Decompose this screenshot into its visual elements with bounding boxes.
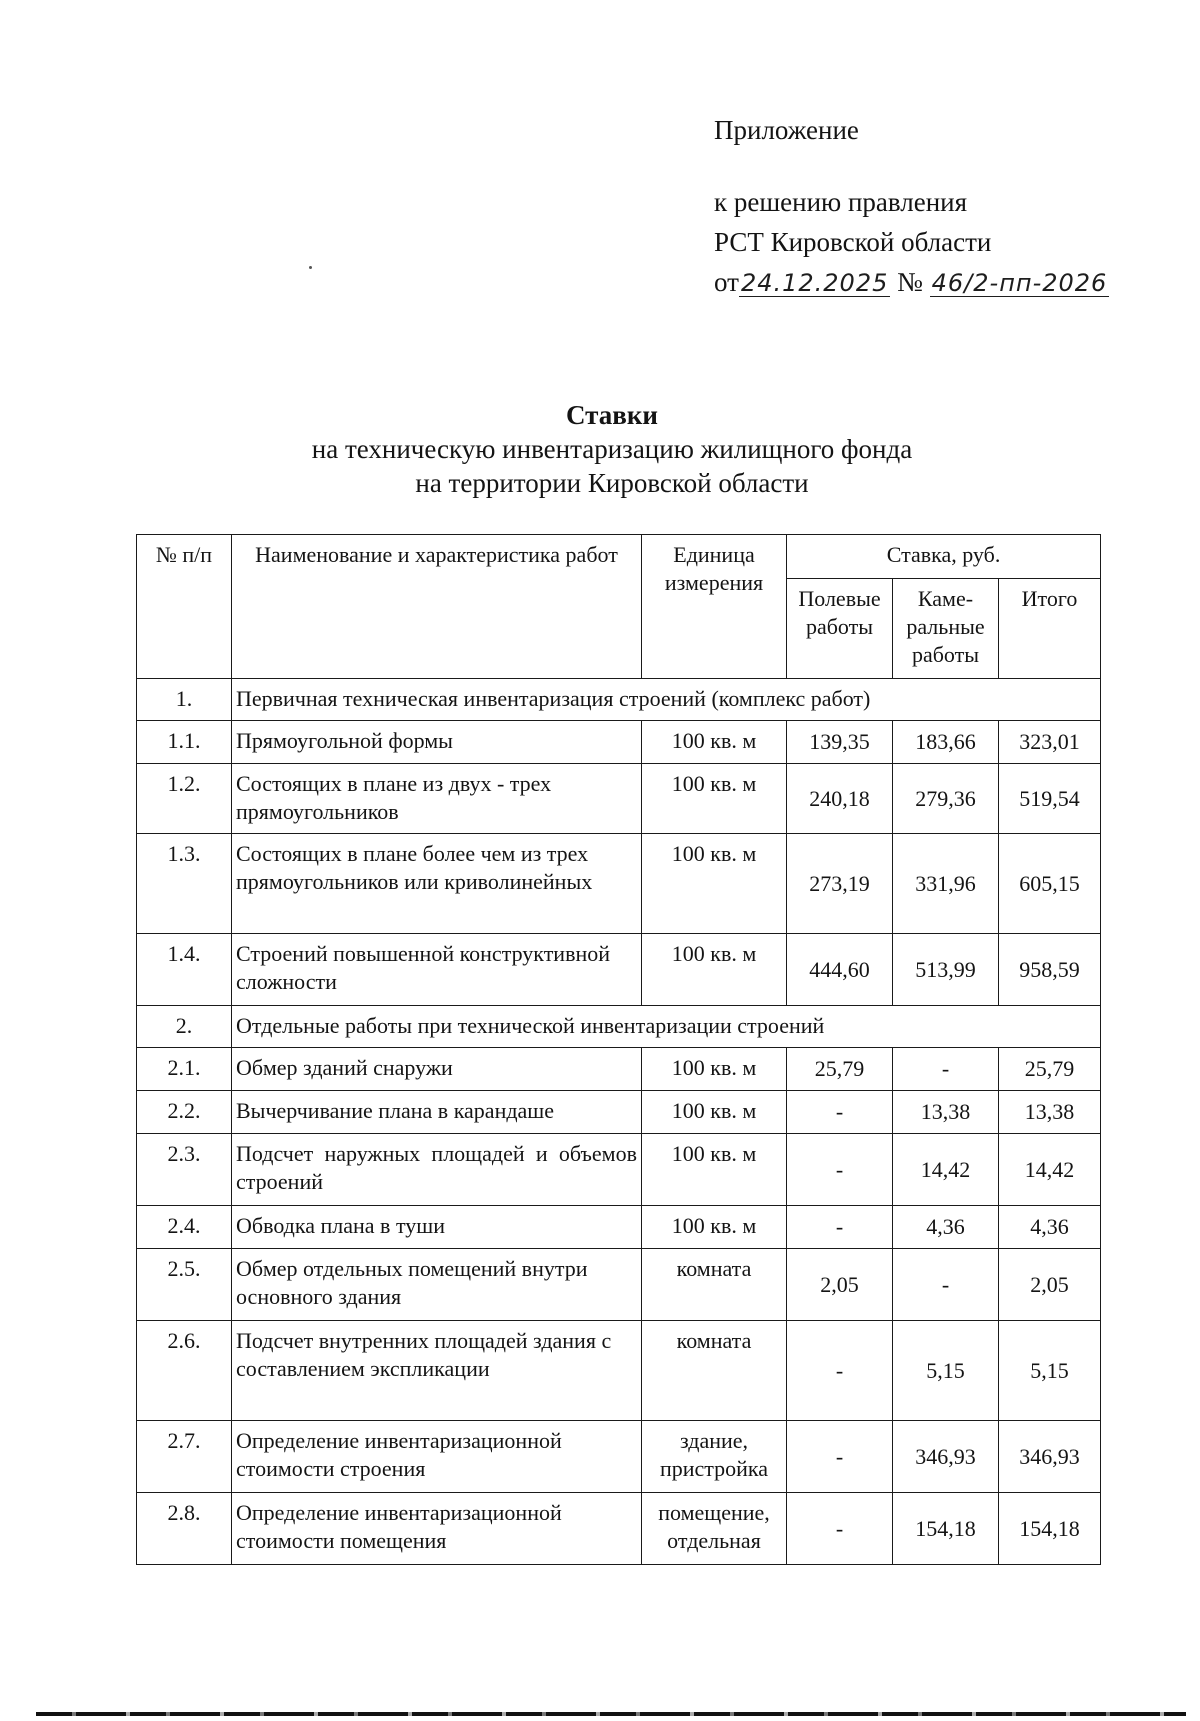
row-name: Обводка плана в туши (232, 1206, 642, 1249)
table-row (137, 1091, 1101, 1134)
row-num: 1.1. (137, 721, 232, 764)
section-name: Отдельные работы при технической инвентаризации строений (232, 1006, 1101, 1048)
row-total-rate: 346,93 (999, 1421, 1101, 1493)
row-total-rate: 323,01 (999, 721, 1101, 764)
row-total-rate: 14,42 (999, 1134, 1101, 1206)
row-num: 2.6. (137, 1321, 232, 1421)
handwritten-number: 46/2-пп-2026 (931, 269, 1108, 297)
row-unit: комната (642, 1249, 787, 1321)
row-unit: комната (642, 1321, 787, 1421)
row-total-rate: 605,15 (999, 834, 1101, 934)
row-num: 2.4. (137, 1206, 232, 1249)
row-office-rate: 14,42 (893, 1134, 999, 1206)
row-name: Обмер отдельных помещений внутри основного здания (232, 1249, 642, 1321)
number-prefix: № (897, 267, 923, 297)
appendix-line-decision: к решению правления (714, 187, 968, 217)
row-office-rate: - (893, 1249, 999, 1321)
row-field-rate: - (787, 1091, 893, 1134)
header-field-works: Полевые работы (787, 579, 893, 679)
table-row-section (137, 679, 1101, 721)
row-office-rate: 183,66 (893, 721, 999, 764)
row-total-rate: 2,05 (999, 1249, 1101, 1321)
row-name: Строений повышенной конструктивной сложности (232, 934, 642, 1006)
row-total-rate: 519,54 (999, 764, 1101, 834)
row-name: Прямоугольной формы (232, 721, 642, 764)
table-row (137, 721, 1101, 764)
header-name: Наименование и характеристика работ (232, 535, 642, 679)
row-total-rate: 154,18 (999, 1493, 1101, 1565)
row-num: 2.1. (137, 1048, 232, 1091)
row-field-rate: 240,18 (787, 764, 893, 834)
row-field-rate: - (787, 1321, 893, 1421)
row-num: 1.3. (137, 834, 232, 934)
row-num: 1.4. (137, 934, 232, 1006)
row-num: 2.5. (137, 1249, 232, 1321)
table-row-section (137, 1006, 1101, 1048)
row-field-rate: - (787, 1134, 893, 1206)
row-office-rate: 513,99 (893, 934, 999, 1006)
row-unit: 100 кв. м (642, 764, 787, 834)
row-name: Подсчет внутренних площадей здания с составлением экспликации (232, 1321, 642, 1421)
date-prefix: от (714, 267, 739, 297)
row-unit: 100 кв. м (642, 1048, 787, 1091)
section-name: Первичная техническая инвентаризация строений (комплекс работ) (232, 679, 1101, 721)
row-num: 2.8. (137, 1493, 232, 1565)
row-unit: 100 кв. м (642, 721, 787, 764)
row-num: 2.2. (137, 1091, 232, 1134)
row-num: 1. (137, 679, 232, 721)
row-office-rate: 279,36 (893, 764, 999, 834)
row-unit: 100 кв. м (642, 1134, 787, 1206)
row-unit: здание, пристройка (642, 1421, 787, 1493)
row-total-rate: 13,38 (999, 1091, 1101, 1134)
row-total-rate: 4,36 (999, 1206, 1101, 1249)
row-total-rate: 5,15 (999, 1321, 1101, 1421)
row-office-rate: 331,96 (893, 834, 999, 934)
row-name: Определение инвентаризационной стоимости строения (232, 1421, 642, 1493)
row-field-rate: 139,35 (787, 721, 893, 764)
appendix-title: Приложение (714, 115, 859, 145)
row-unit: 100 кв. м (642, 834, 787, 934)
scan-edge-strip (36, 1712, 1186, 1716)
row-field-rate: 25,79 (787, 1048, 893, 1091)
row-num: 2. (137, 1006, 232, 1048)
heading-subtitle-line-1: на техническую инвентаризацию жилищного фонда (311, 434, 913, 464)
row-office-rate: - (893, 1048, 999, 1091)
row-name: Обмер зданий снаружи (232, 1048, 642, 1091)
row-unit: 100 кв. м (642, 1091, 787, 1134)
row-name: Состоящих в плане более чем из трех прямоугольников или криволинейных (232, 834, 642, 934)
appendix-line-organization: РСТ Кировской области (714, 227, 992, 257)
row-office-rate: 154,18 (893, 1493, 999, 1565)
row-num: 2.7. (137, 1421, 232, 1493)
row-field-rate: 2,05 (787, 1249, 893, 1321)
scan-speck (309, 266, 312, 269)
row-field-rate: 444,60 (787, 934, 893, 1006)
table-row (137, 1493, 1101, 1565)
row-name: Подсчет наружных площадей и объемов строений (232, 1134, 642, 1206)
row-office-rate: 4,36 (893, 1206, 999, 1249)
row-office-rate: 5,15 (893, 1321, 999, 1421)
table-row (137, 834, 1101, 934)
table-row (137, 1321, 1101, 1421)
table-row (137, 1206, 1101, 1249)
row-field-rate: - (787, 1421, 893, 1493)
row-name: Определение инвентаризационной стоимости помещения (232, 1493, 642, 1565)
header-num: № п/п (137, 535, 232, 679)
table-row (137, 1134, 1101, 1206)
appendix-block (714, 110, 1109, 302)
handwritten-date: 24.12.2025 (740, 269, 889, 297)
header-rate: Ставка, руб. (787, 535, 1101, 579)
rates-table (136, 534, 1101, 1565)
header-unit: Единица измерения (642, 535, 787, 679)
header-total: Итого (999, 579, 1101, 679)
table-row (137, 764, 1101, 834)
row-unit: помещение, отдельная (642, 1493, 787, 1565)
row-field-rate: 273,19 (787, 834, 893, 934)
row-total-rate: 25,79 (999, 1048, 1101, 1091)
row-office-rate: 13,38 (893, 1091, 999, 1134)
row-field-rate: - (787, 1206, 893, 1249)
appendix-line-date-number (714, 262, 1109, 302)
row-office-rate: 346,93 (893, 1421, 999, 1493)
row-unit: 100 кв. м (642, 934, 787, 1006)
row-name: Вычерчивание плана в карандаше (232, 1091, 642, 1134)
header-office-works: Каме-ральные работы (893, 579, 999, 679)
table-header-row (137, 535, 1101, 579)
table-row (137, 934, 1101, 1006)
heading-title: Ставки (566, 400, 658, 430)
row-total-rate: 958,59 (999, 934, 1101, 1006)
document-heading (0, 398, 1200, 500)
row-num: 1.2. (137, 764, 232, 834)
table-row (137, 1421, 1101, 1493)
heading-subtitle-line-2: на территории Кировской области (415, 468, 809, 498)
table-row (137, 1249, 1101, 1321)
table-row (137, 1048, 1101, 1091)
row-field-rate: - (787, 1493, 893, 1565)
row-name: Состоящих в плане из двух - трех прямоугольников (232, 764, 642, 834)
row-unit: 100 кв. м (642, 1206, 787, 1249)
row-num: 2.3. (137, 1134, 232, 1206)
